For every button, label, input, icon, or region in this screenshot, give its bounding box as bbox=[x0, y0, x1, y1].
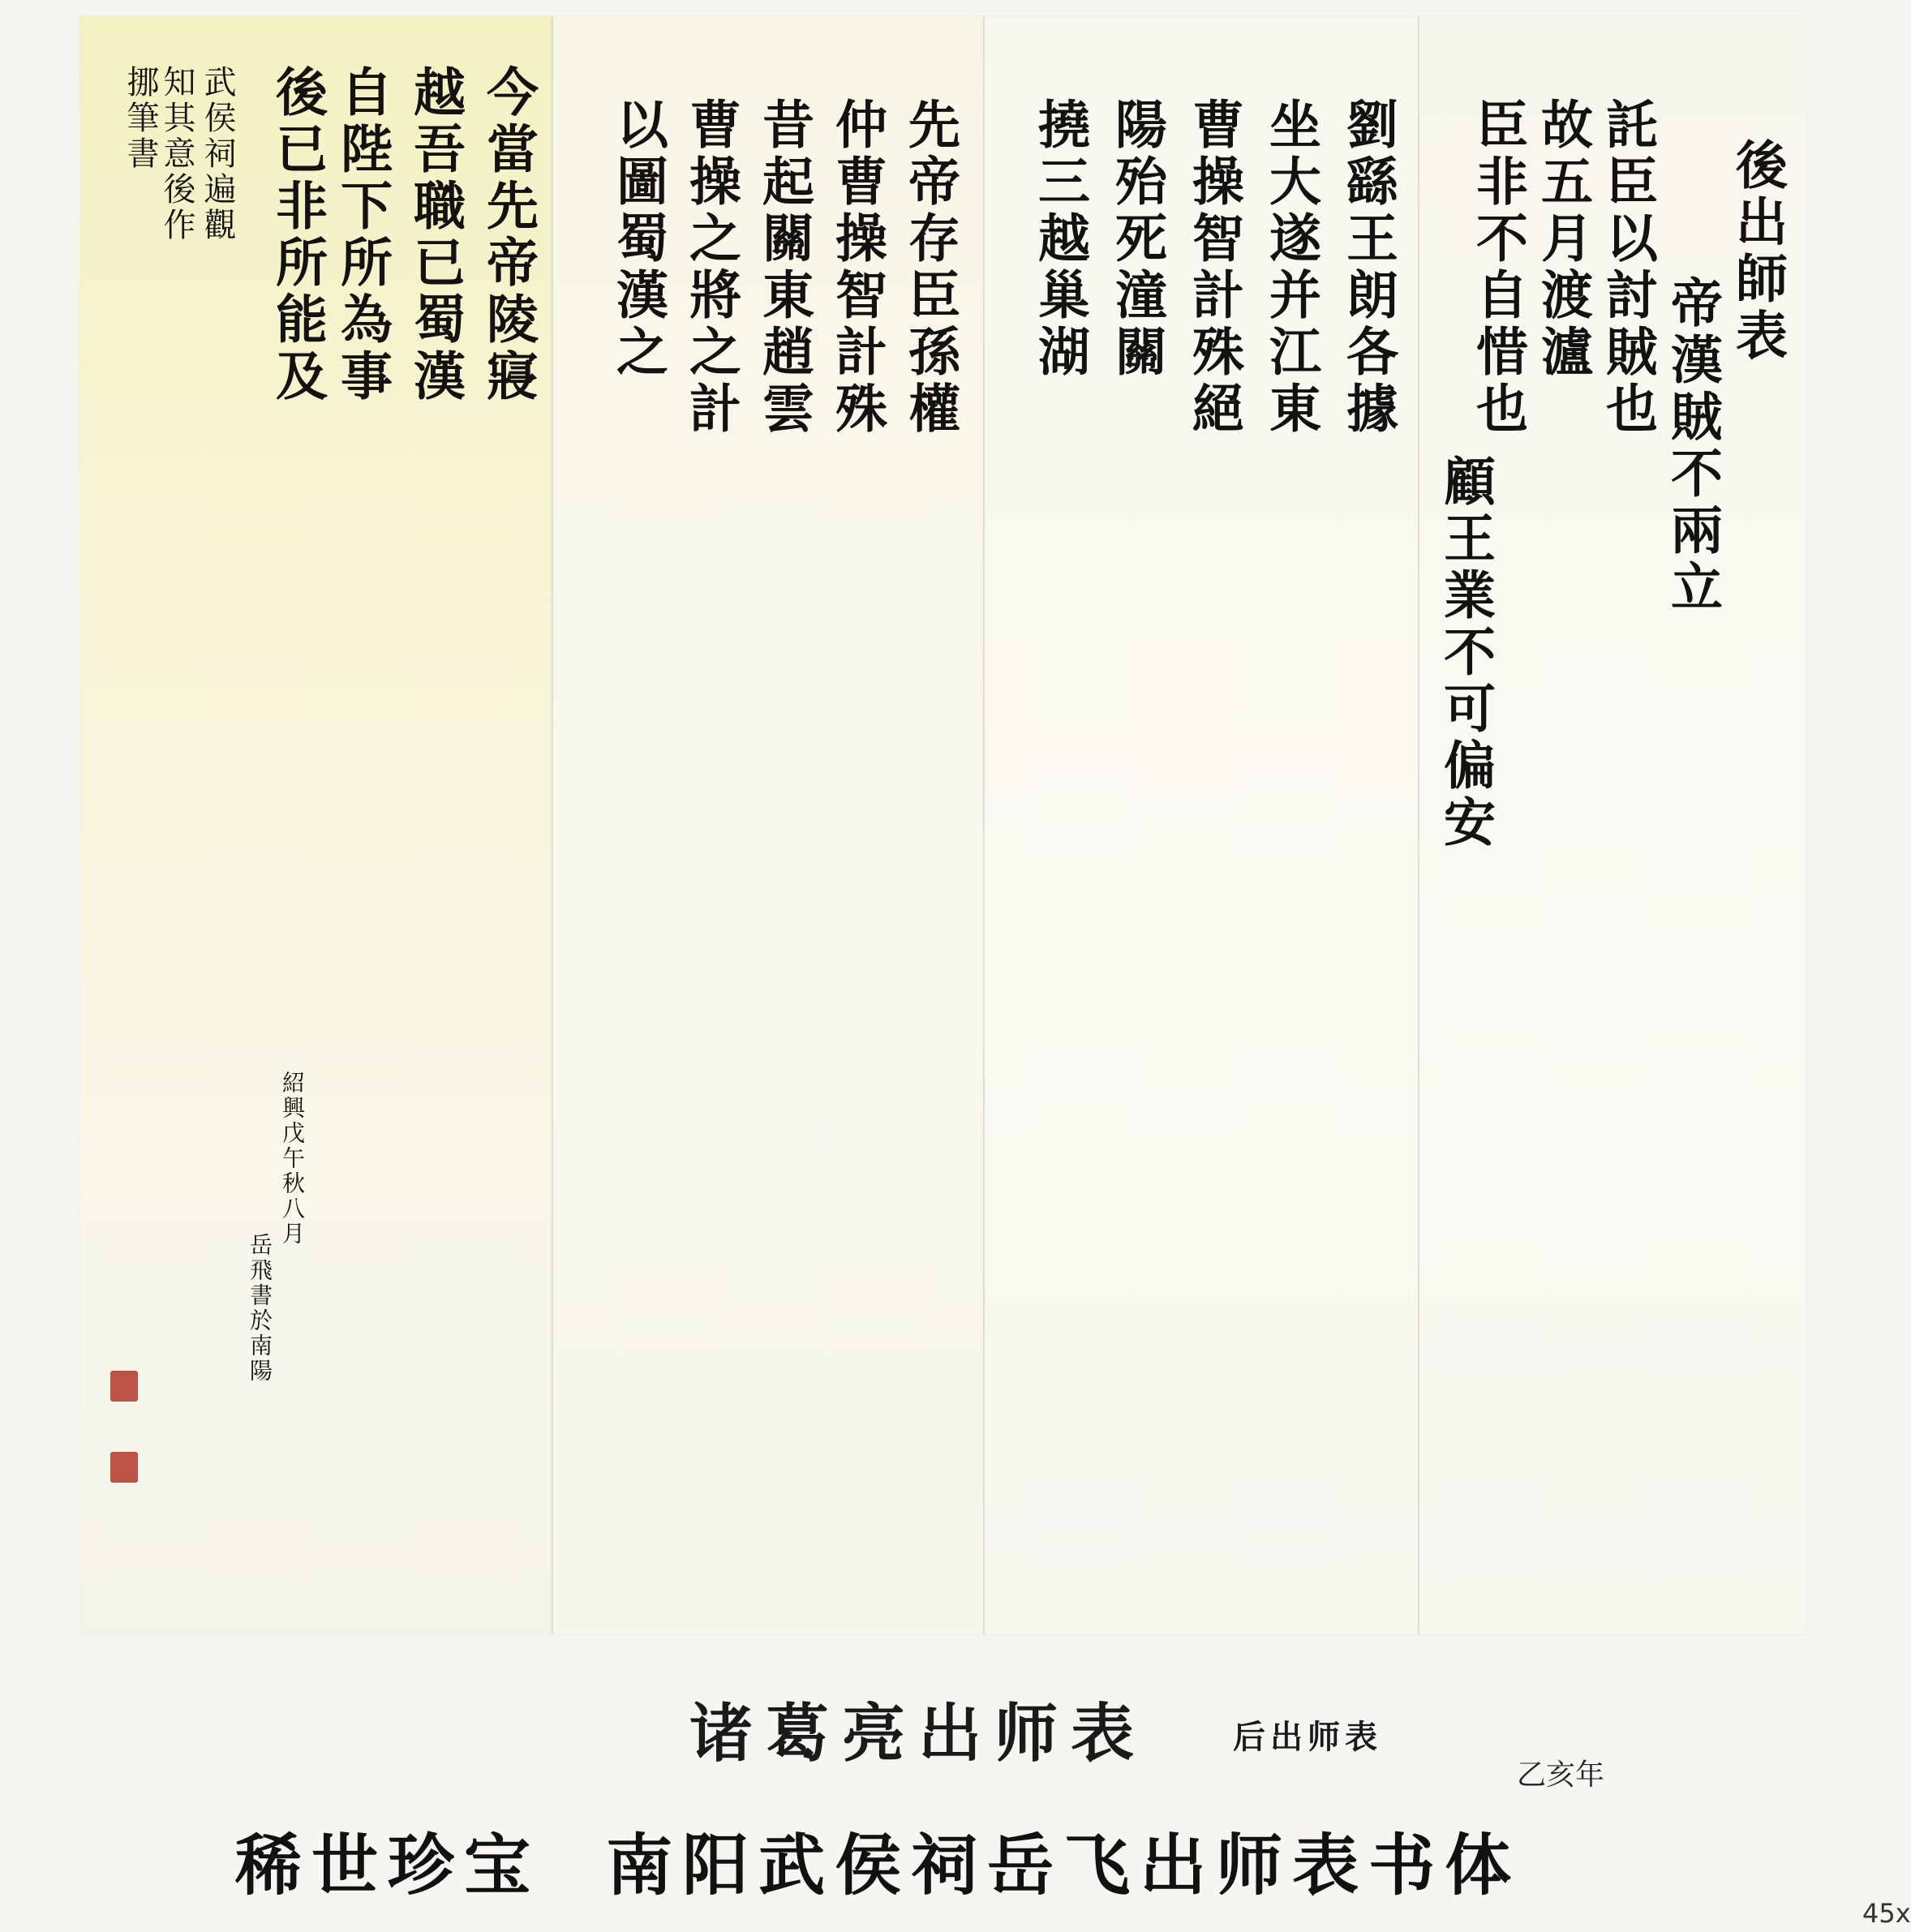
caption-main-line: 稀世珍宝 南阳武侯祠岳飞出师表书体 bbox=[235, 1827, 1522, 1904]
calligraphy-column: 武侯祠遍觀 bbox=[199, 65, 236, 243]
panel-seam bbox=[1418, 16, 1419, 1634]
calligraphy-column: 昔起關東趙雲 bbox=[754, 97, 814, 438]
caption-subtitle: 后出师表 bbox=[1233, 1718, 1382, 1756]
calligraphy-column: 以圖蜀漢之 bbox=[608, 97, 668, 381]
calligraphy-column: 知其意後作 bbox=[158, 65, 195, 243]
calligraphy-column: 挪筆書 bbox=[122, 65, 159, 172]
calligraphy-column: 自陛下所為事 bbox=[332, 65, 393, 406]
calligraphy-column: 故五月渡瀘 bbox=[1532, 97, 1593, 381]
calligraphy-column: 坐大遂并江東 bbox=[1260, 97, 1321, 438]
calligraphy-column: 越吾職已蜀漢 bbox=[405, 65, 466, 406]
calligraphy-column: 今當先帝陵寢 bbox=[478, 65, 539, 406]
caption-year: 乙亥年 bbox=[1517, 1758, 1605, 1792]
signature-column: 岳飛書於南陽 bbox=[247, 1233, 273, 1384]
calligraphy-column: 託臣以討賊也 bbox=[1597, 97, 1658, 438]
calligraphy-column: 曹操智計殊絕 bbox=[1183, 97, 1244, 438]
calligraphy-column: 撓三越巢湖 bbox=[1029, 97, 1090, 381]
calligraphy-column: 臣非不自惜也 bbox=[1467, 97, 1528, 438]
calligraphy-column: 帝漢賊不兩立 bbox=[1662, 276, 1723, 616]
calligraphy-column: 陽殆死潼關 bbox=[1106, 97, 1167, 381]
calligraphy-column: 後出師表 bbox=[1727, 138, 1788, 365]
panel-seam bbox=[552, 16, 553, 1634]
red-seal bbox=[110, 1371, 138, 1402]
calligraphy-column: 先帝存臣孫權 bbox=[900, 97, 960, 438]
calligraphy-column: 後已非所能及 bbox=[267, 65, 328, 406]
caption-title: 诸葛亮出师表 bbox=[689, 1697, 1148, 1771]
panel-seam bbox=[983, 16, 985, 1634]
size-label: 45x bbox=[1862, 1898, 1911, 1929]
calligraphy-column: 劉繇王朗各據 bbox=[1338, 97, 1398, 438]
signature-column: 紹興戊午秋八月 bbox=[279, 1071, 306, 1247]
calligraphy-column: 顧王業不可偏安 bbox=[1435, 454, 1496, 852]
calligraphy-column: 曹操之將之計 bbox=[681, 97, 741, 438]
red-seal bbox=[110, 1452, 138, 1483]
calligraphy-column: 仲曹操智計殊 bbox=[827, 97, 887, 438]
